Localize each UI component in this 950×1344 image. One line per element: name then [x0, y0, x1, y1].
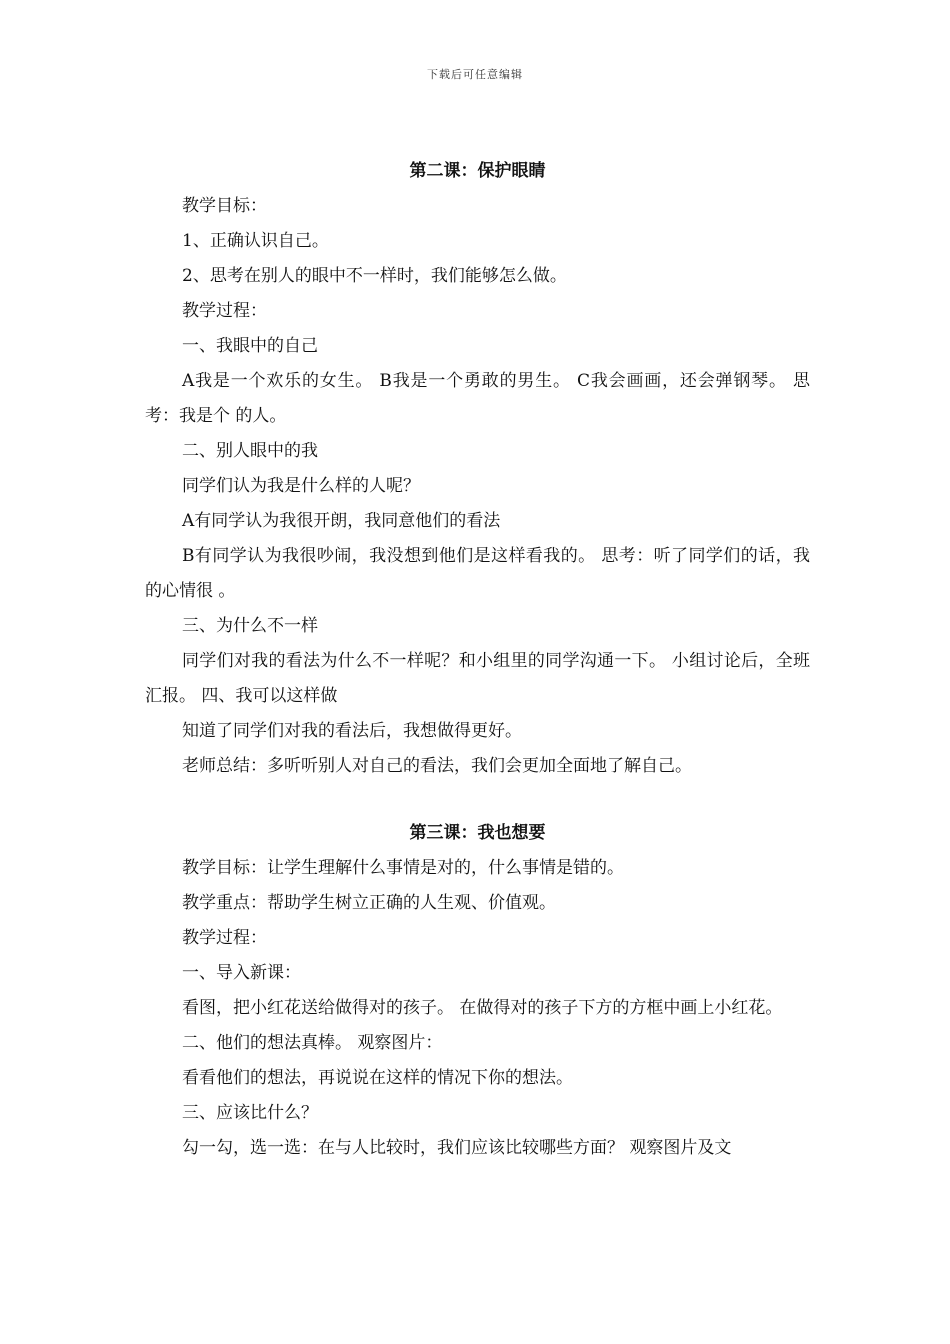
paragraph: 1、正确认识自己。 — [182, 231, 329, 251]
paragraph: 同学们对我的看法为什么不一样呢？和小组里的同学沟通一下。 小组讨论后，全班汇报。 四、我可以这样做 — [145, 651, 810, 706]
paragraph: 看看他们的想法，再说说在这样的情况下你的想法。 — [182, 1068, 573, 1088]
paragraph: 三、为什么不一样 — [182, 616, 318, 636]
paragraph: 老师总结：多听听别人对自己的看法，我们会更加全面地了解自己。 — [182, 756, 692, 776]
paragraph: A有同学认为我很开朗，我同意他们的看法 — [182, 511, 501, 531]
paragraph: 同学们认为我是什么样的人呢？ — [182, 476, 420, 496]
document-body — [145, 156, 810, 1166]
paragraph: 二、别人眼中的我 — [182, 441, 318, 461]
paragraph: 知道了同学们对我的看法后，我想做得更好。 — [182, 721, 522, 741]
paragraph: 2、思考在别人的眼中不一样时，我们能够怎么做。 — [182, 266, 567, 286]
lesson-title: 第三课：我也想要 — [409, 823, 546, 843]
paragraph: 教学过程： — [182, 301, 267, 321]
page-header: 下载后可任意编辑 — [427, 68, 523, 81]
lesson-3-section — [145, 818, 810, 1166]
paragraph: 教学目标：让学生理解什么事情是对的，什么事情是错的。 — [182, 858, 624, 878]
lesson-title: 第二课：保护眼睛 — [409, 161, 546, 181]
lesson-2-section — [145, 156, 810, 784]
paragraph: A我是一个欢乐的女生。 B我是一个勇敢的男生。 C我会画画，还会弹钢琴。 思考：我是个 的人。 — [145, 371, 810, 426]
paragraph: 看图，把小红花送给做得对的孩子。 在做得对的孩子下方的方框中画上小红花。 — [182, 998, 783, 1018]
paragraph: 三、应该比什么？ — [182, 1103, 318, 1123]
paragraph: 一、导入新课： — [182, 963, 301, 983]
paragraph: 一、我眼中的自己 — [182, 336, 318, 356]
paragraph: 勾一勾，选一选：在与人比较时，我们应该比较哪些方面？ 观察图片及文 — [182, 1138, 732, 1158]
paragraph: 教学目标： — [182, 196, 267, 216]
paragraph: B有同学认为我很吵闹，我没想到他们是这样看我的。 思考：听了同学们的话，我的心情很 。 — [145, 546, 810, 601]
paragraph: 二、他们的想法真棒。 观察图片： — [182, 1033, 443, 1053]
paragraph: 教学过程： — [182, 928, 267, 948]
paragraph: 教学重点：帮助学生树立正确的人生观、价值观。 — [182, 893, 556, 913]
